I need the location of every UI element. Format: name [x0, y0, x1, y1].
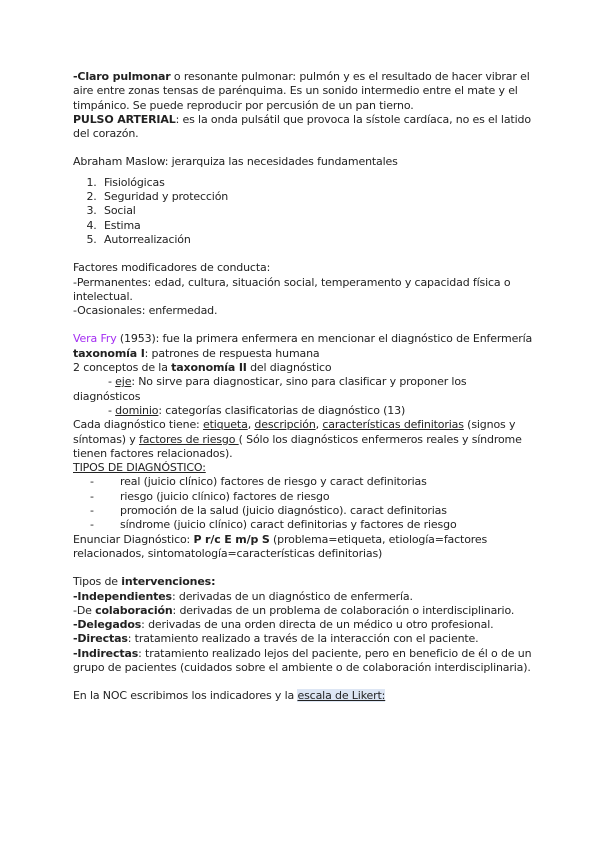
list-item: 3. Social: [100, 204, 533, 218]
dominio-label: dominio: [115, 403, 159, 417]
pulso-label: PULSO ARTERIAL: [73, 112, 176, 126]
claro-text: o resonante pulmonar: pulmón y es el resultado de hacer vibrar el aire entre zonas tensas de parénquima. Es un sonido intermedio entre el mate y el timpánico. Se puede reproducir por percusión de un pan tierno.: [73, 70, 530, 112]
taxonomia-2: [73, 361, 533, 375]
factores-ocasionales: -Ocasionales: enfermedad.: [73, 304, 218, 318]
eje-dash: -: [108, 375, 116, 389]
deleg-line: [73, 618, 533, 632]
noc-pre: En la NOC escribimos los indicadores y la: [73, 689, 298, 703]
deleg-text: : derivadas de una orden directa de un médico u otro profesional.: [141, 618, 494, 632]
direc-label: -Directas: [73, 632, 128, 646]
claro-paragraph: [73, 70, 533, 113]
eje-text: : No sirve para diagnosticar, sino para clasificar y proponer los diagnósticos: [73, 375, 467, 403]
colab-line: [73, 604, 533, 618]
dominio-text: : categorías clasificatorias de diagnóstico (13): [158, 403, 406, 417]
colab-text: : derivadas de un problema de colaboración o interdisciplinario.: [172, 603, 515, 617]
tipos-title: TIPOS DE DIAGNÓSTICO:: [73, 461, 206, 475]
indep-line: [73, 590, 533, 604]
enunciar-post: (problema=etiqueta, etiología=factores relacionados, sintomatología=características definitorias): [73, 532, 488, 560]
cada-descripcion: descripción: [254, 418, 316, 432]
cada-mid: (signos y síntomas) y: [73, 418, 516, 446]
cada-paragraph: [73, 418, 533, 461]
factores-title: Factores modificadores de conducta:: [73, 261, 271, 275]
eje-label: eje: [115, 375, 132, 389]
taxonomia-2-label: taxonomía II: [171, 361, 247, 375]
claro-label: -Claro pulmonar: [73, 70, 171, 83]
pulso-text: : es la onda pulsátil que provoca la sístole cardíaca, no es el latido del corazón.: [73, 112, 531, 141]
list-item: 2. Seguridad y protección: [100, 190, 533, 204]
eje-line: [73, 375, 533, 404]
enunciar-pre: Enunciar Diagnóstico:: [73, 532, 194, 546]
maslow-intro: Abraham Maslow: jerarquiza las necesidades fundamentales: [73, 155, 398, 169]
taxonomia-1-text: : patrones de respuesta humana: [144, 346, 320, 360]
dominio-line: [73, 404, 533, 418]
indep-label: -Independientes: [73, 589, 172, 603]
taxonomia-1: [73, 347, 533, 361]
list-item: - síndrome (juicio clínico) caract definitorias y factores de riesgo: [90, 518, 533, 532]
vera-name: Vera Fry: [73, 332, 117, 346]
colab-label: colaboración: [95, 603, 173, 617]
enunciar-paragraph: [73, 533, 533, 562]
direc-text: : tratamiento realizado a través de la interacción con el paciente.: [127, 632, 479, 646]
taxonomia-1-label: taxonomía I: [73, 346, 145, 360]
cada-pre: Cada diagnóstico tiene:: [73, 418, 203, 432]
vera-paragraph: [73, 332, 533, 346]
cada-etiqueta: etiqueta: [202, 418, 248, 432]
indir-line: [73, 647, 533, 676]
cada-post: ( Sólo los diagnósticos enfermeros reales y síndrome tienen factores relacionados).: [73, 432, 522, 460]
cada-sep2: ,: [315, 418, 323, 432]
list-item: 1. Fisiológicas: [100, 176, 533, 190]
pulso-paragraph: [73, 113, 533, 142]
list-item: - riesgo (juicio clínico) factores de riesgo: [90, 490, 533, 504]
enunciar-formula: P r/c E m/p S: [193, 532, 270, 546]
noc-paragraph: [73, 689, 533, 703]
indep-text: : derivadas de un diagnóstico de enfermería.: [171, 589, 413, 603]
intervenciones-title-bold: intervenciones:: [121, 575, 216, 589]
indir-label: -Indirectas: [73, 646, 139, 660]
vera-text: (1953): fue la primera enfermera en mencionar el diagnóstico de Enfermería: [116, 332, 533, 346]
maslow-list: [73, 176, 533, 247]
dominio-dash: -: [108, 403, 116, 417]
deleg-label: -Delegados: [73, 618, 142, 632]
taxonomia-2-pre: 2 conceptos de la: [73, 361, 172, 375]
list-item: - promoción de la salud (juicio diagnóstico). caract definitorias: [90, 504, 533, 518]
factores-permanentes: -Permanentes: edad, cultura, situación social, temperamento y capacidad física o intelectual.: [73, 275, 511, 303]
intervenciones-title-pre: Tipos de: [73, 575, 122, 589]
cada-caracteristicas: características definitorias: [322, 418, 464, 432]
tipos-list: [73, 475, 533, 532]
list-item: - real (juicio clínico) factores de riesgo y caract definitorias: [90, 475, 533, 489]
taxonomia-2-post: del diagnóstico: [246, 361, 332, 375]
document-page: [73, 70, 533, 704]
colab-pre: -De: [73, 603, 96, 617]
list-item: 4. Estima: [100, 219, 533, 233]
direc-line: [73, 632, 533, 646]
list-item: 5. Autorrealización: [100, 233, 533, 247]
cada-sep1: ,: [247, 418, 255, 432]
cada-factores: factores de riesgo: [138, 432, 239, 446]
indir-text: : tratamiento realizado lejos del paciente, pero en beneficio de él o de un grupo de pacientes (cuidados sobre el ambiente o de colaboración interdisciplinaria).: [73, 646, 532, 674]
noc-highlight: escala de Likert:: [297, 689, 386, 703]
intervenciones-title: [73, 575, 533, 589]
